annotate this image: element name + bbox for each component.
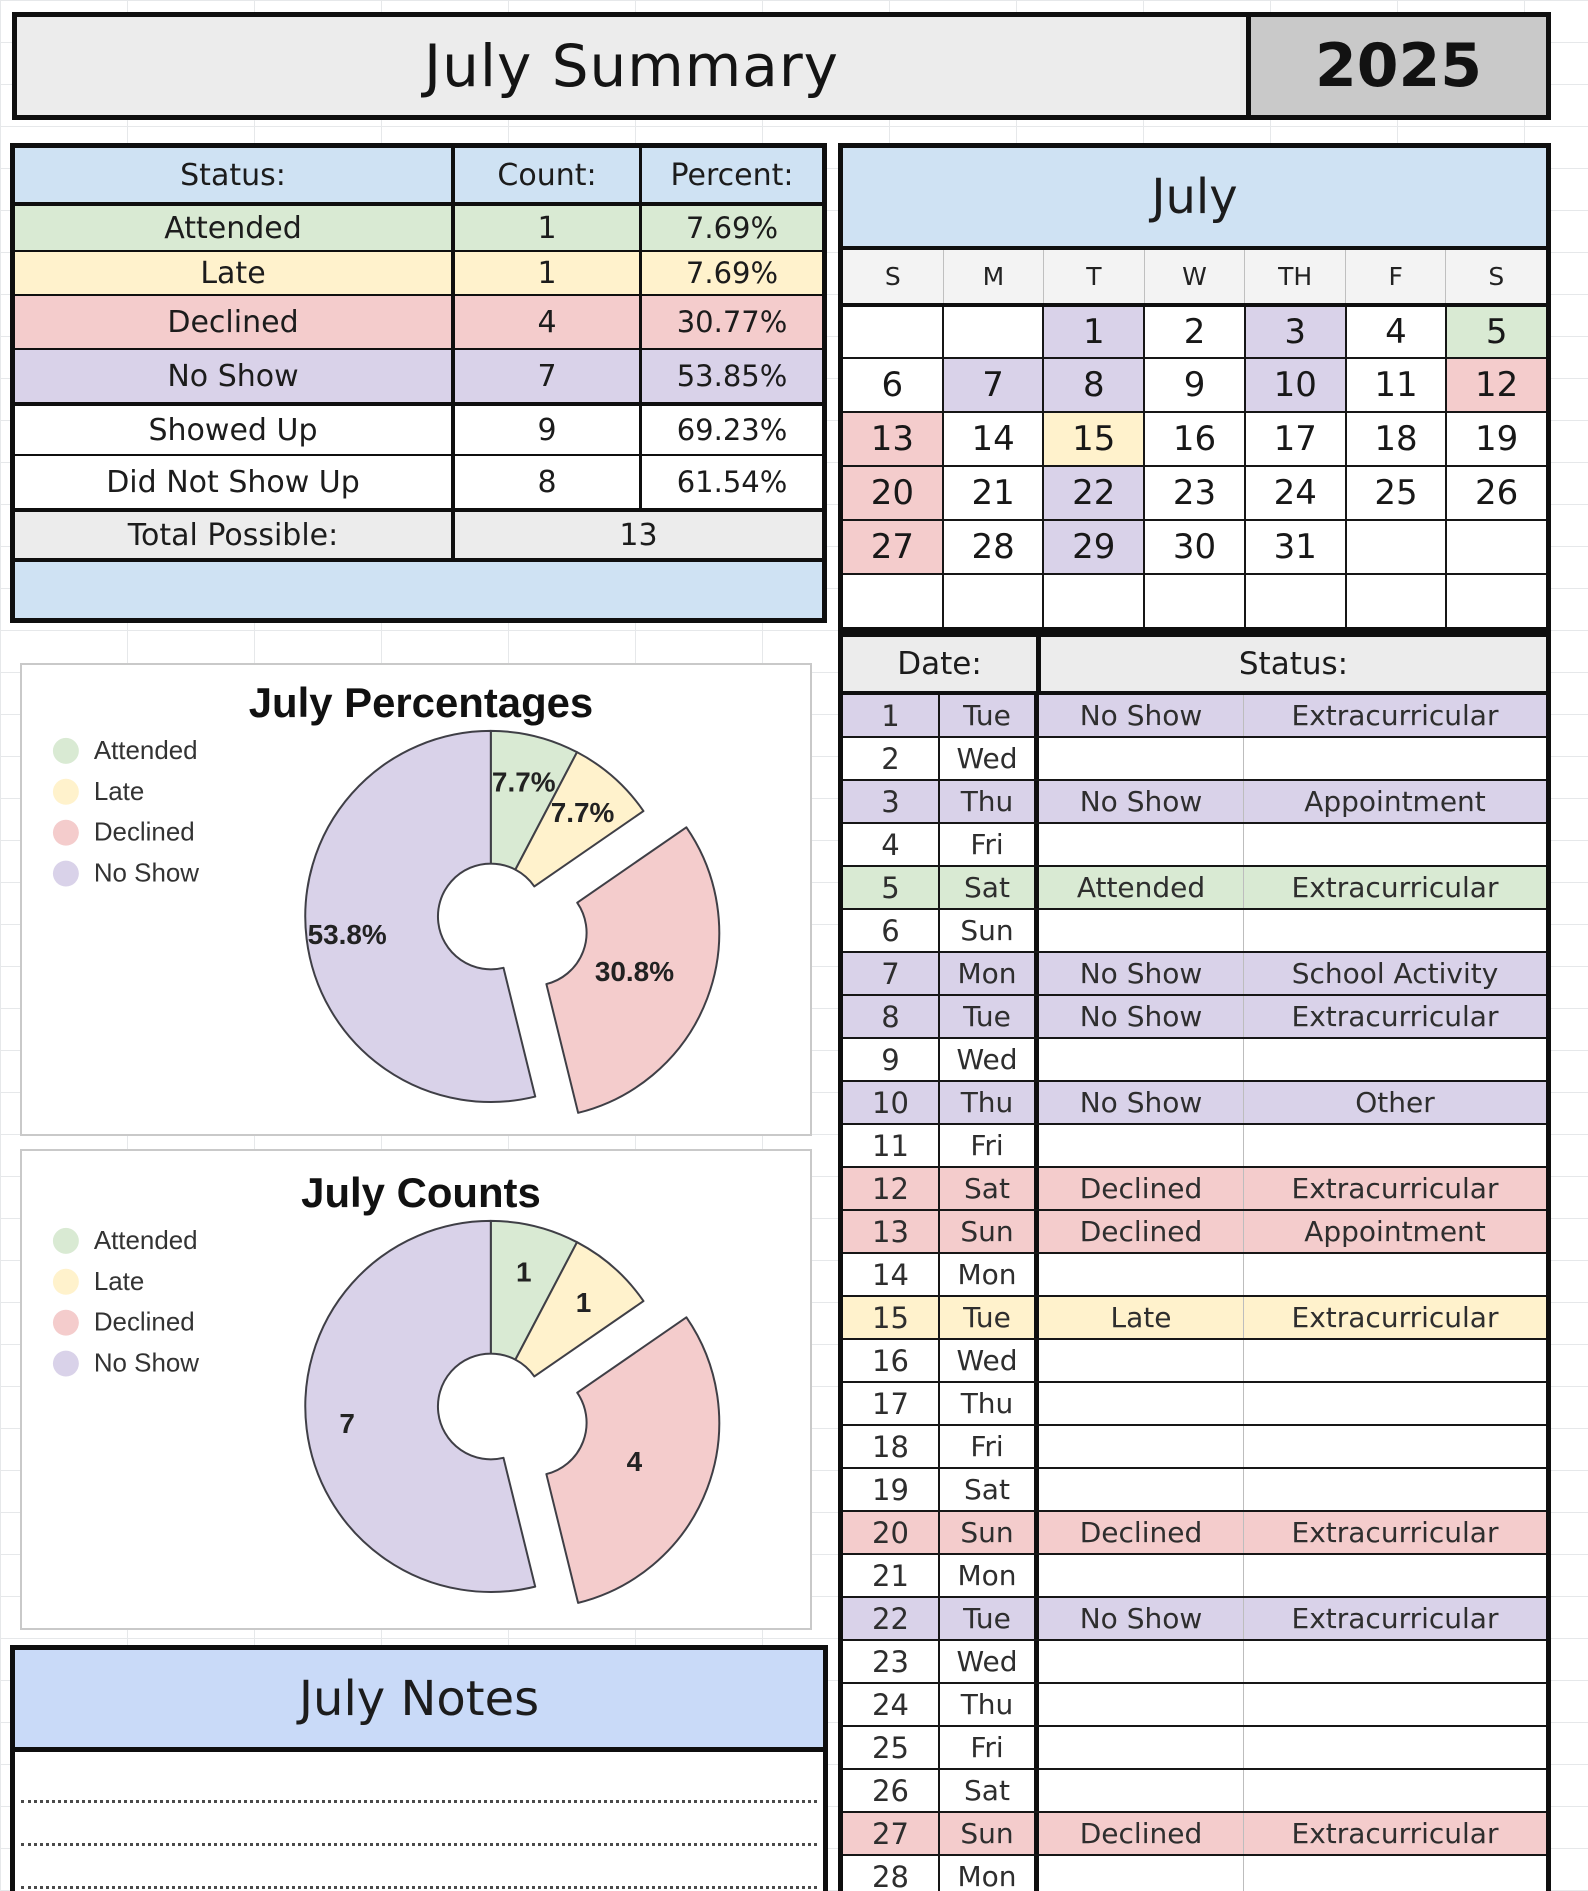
schedule-cell-status[interactable]: Attended: [1039, 867, 1244, 908]
calendar-day-header: S: [843, 250, 944, 303]
schedule-cell-reason[interactable]: [1244, 1383, 1546, 1424]
july-counts-chart[interactable]: [20, 1149, 812, 1630]
schedule-cell-reason[interactable]: [1244, 1555, 1546, 1596]
calendar-day-cell[interactable]: 25: [1347, 467, 1448, 519]
schedule-cell-reason[interactable]: [1244, 1125, 1546, 1166]
note-line[interactable]: [21, 1886, 817, 1889]
schedule-cell-day-number[interactable]: 19: [843, 1469, 940, 1510]
schedule-row: [843, 1596, 1546, 1639]
schedule-cell-status[interactable]: [1039, 738, 1244, 779]
july-percentages-chart[interactable]: [20, 663, 812, 1136]
legend-swatch-no-show: [53, 1351, 79, 1377]
schedule-cell-day-number[interactable]: 27: [843, 1813, 940, 1854]
schedule-cell-day-number[interactable]: 1: [843, 695, 940, 736]
status-row: [15, 402, 822, 454]
schedule-header-row: [843, 637, 1546, 695]
calendar-day-cell[interactable]: 11: [1347, 359, 1448, 411]
schedule-cell-reason[interactable]: Extracurricular: [1291, 1516, 1499, 1549]
calendar-day-cell[interactable]: 29: [1044, 521, 1145, 573]
calendar-day-cell[interactable]: 5: [1447, 307, 1546, 357]
calendar-day-cell[interactable]: [843, 575, 944, 627]
july-counts-pie: [22, 1151, 810, 1628]
schedule-row: [843, 1811, 1546, 1854]
schedule-cell-status[interactable]: [1039, 1340, 1244, 1381]
legend-swatch-declined: [53, 1310, 79, 1336]
schedule-cell-weekday[interactable]: Fri: [940, 1727, 1039, 1768]
status-cell-count[interactable]: 4: [455, 296, 642, 348]
note-line[interactable]: [21, 1843, 817, 1846]
schedule-cell-day-number[interactable]: 12: [843, 1168, 940, 1209]
schedule-row: [843, 951, 1546, 994]
calendar-day-cell[interactable]: 30: [1145, 521, 1246, 573]
calendar-day-cell[interactable]: 14: [944, 413, 1045, 465]
calendar-week-row: [843, 519, 1546, 573]
schedule-cell-day-number[interactable]: 6: [843, 910, 940, 951]
calendar-day-cell[interactable]: [1447, 575, 1546, 627]
schedule-cell-status[interactable]: No Show: [1039, 1598, 1244, 1639]
status-header-percent: Percent:: [670, 157, 794, 193]
schedule-row: [843, 1424, 1546, 1467]
schedule-cell-day-number[interactable]: 9: [843, 1039, 940, 1080]
schedule-cell-reason[interactable]: [1244, 1340, 1546, 1381]
pie-slice-label: 7: [339, 1407, 355, 1439]
calendar-day-header: F: [1346, 250, 1447, 303]
schedule-cell-weekday[interactable]: Sun: [940, 1512, 1039, 1553]
status-cell-percent[interactable]: 7.69%: [685, 211, 779, 245]
schedule-cell-day-number[interactable]: 21: [843, 1555, 940, 1596]
schedule-cell-reason[interactable]: Extracurricular: [1291, 1172, 1499, 1205]
total-possible-value[interactable]: 13: [619, 517, 658, 553]
calendar-day-cell[interactable]: 19: [1447, 413, 1546, 465]
notes-section: [10, 1645, 828, 1891]
schedule-cell-reason[interactable]: Appointment: [1304, 785, 1486, 818]
schedule-row: [843, 865, 1546, 908]
calendar-day-cell[interactable]: 21: [944, 467, 1045, 519]
status-cell-label[interactable]: No Show: [15, 350, 455, 402]
schedule-cell-day-number[interactable]: 25: [843, 1727, 940, 1768]
schedule-cell-reason[interactable]: [1244, 1856, 1546, 1891]
schedule-cell-reason[interactable]: [1244, 1684, 1546, 1725]
legend-label-no-show: No Show: [93, 1349, 200, 1378]
schedule-cell-weekday[interactable]: Mon: [940, 1555, 1039, 1596]
calendar-day-cell[interactable]: [1347, 521, 1448, 573]
schedule-cell-status[interactable]: Declined: [1039, 1168, 1244, 1209]
calendar-week-row: [843, 307, 1546, 357]
calendar-day-cell[interactable]: 20: [843, 467, 944, 519]
calendar-week-row: [843, 465, 1546, 519]
schedule-cell-reason[interactable]: Appointment: [1304, 1215, 1486, 1248]
schedule-cell-weekday[interactable]: Tue: [940, 996, 1039, 1037]
calendar-day-cell[interactable]: [1145, 575, 1246, 627]
schedule-cell-reason[interactable]: [1244, 1039, 1546, 1080]
schedule-row: [843, 695, 1546, 736]
schedule-row: [843, 1510, 1546, 1553]
legend-label-late: Late: [93, 777, 145, 806]
schedule-cell-status[interactable]: [1039, 910, 1244, 951]
schedule-cell-weekday[interactable]: Mon: [940, 953, 1039, 994]
schedule-cell-weekday[interactable]: Sat: [940, 1469, 1039, 1510]
schedule-cell-status[interactable]: Late: [1039, 1297, 1244, 1338]
schedule-cell-weekday[interactable]: Sat: [940, 867, 1039, 908]
schedule-cell-weekday[interactable]: Thu: [940, 781, 1039, 822]
note-line[interactable]: [21, 1800, 817, 1803]
pie-slice-label: 1: [515, 1256, 532, 1288]
schedule-cell-day-number[interactable]: 26: [843, 1770, 940, 1811]
legend-label-declined: Declined: [93, 818, 195, 847]
schedule-cell-day-number[interactable]: 2: [843, 738, 940, 779]
calendar-day-cell[interactable]: 17: [1246, 413, 1347, 465]
calendar-day-header: S: [1488, 262, 1505, 291]
schedule-cell-reason[interactable]: Other: [1355, 1086, 1435, 1119]
status-row: [15, 250, 822, 294]
schedule-cell-reason[interactable]: School Activity: [1291, 957, 1499, 990]
status-row: [15, 294, 822, 348]
schedule-cell-day-number[interactable]: 18: [843, 1426, 940, 1467]
notes-title: July Notes: [15, 1650, 823, 1752]
schedule-cell-day-number[interactable]: 14: [843, 1254, 940, 1295]
legend-swatch-declined: [53, 820, 79, 846]
status-cell-count[interactable]: 1: [455, 206, 642, 250]
page-header: [12, 12, 1551, 120]
calendar-week-row: [843, 411, 1546, 465]
pie-slice-label: 1: [575, 1287, 592, 1319]
schedule-cell-weekday[interactable]: Wed: [940, 1039, 1039, 1080]
status-cell-label[interactable]: Showed Up: [15, 406, 455, 454]
legend-swatch-no-show: [53, 861, 79, 887]
status-empty-row: [15, 558, 822, 618]
status-cell-percent[interactable]: 7.69%: [685, 256, 779, 290]
schedule-row: [843, 908, 1546, 951]
schedule-cell-weekday[interactable]: Sun: [940, 910, 1039, 951]
schedule-cell-weekday[interactable]: Tue: [940, 695, 1039, 736]
pie-slice-label: 7.7%: [491, 766, 556, 798]
schedule-cell-reason[interactable]: [1244, 824, 1546, 865]
calendar-day-cell[interactable]: [843, 307, 944, 357]
schedule-cell-day-number[interactable]: 28: [843, 1856, 940, 1891]
schedule-cell-status[interactable]: No Show: [1039, 953, 1244, 994]
legend-label-no-show: No Show: [93, 859, 200, 888]
schedule-cell-weekday[interactable]: Mon: [940, 1254, 1039, 1295]
schedule-row: [843, 736, 1546, 779]
schedule-cell-status[interactable]: [1039, 1125, 1244, 1166]
calendar-week-row: [843, 573, 1546, 627]
schedule-cell-weekday[interactable]: Thu: [940, 1082, 1039, 1123]
schedule-row: [843, 1338, 1546, 1381]
schedule-cell-weekday[interactable]: Wed: [940, 1641, 1039, 1682]
schedule-cell-reason[interactable]: [1244, 910, 1546, 951]
schedule-status-header: Status:: [1238, 646, 1349, 682]
calendar-day-cell[interactable]: [1246, 575, 1347, 627]
schedule-cell-weekday[interactable]: Fri: [940, 1426, 1039, 1467]
schedule-cell-weekday[interactable]: Fri: [940, 1125, 1039, 1166]
schedule-row: [843, 1467, 1546, 1510]
status-cell-count[interactable]: 1: [455, 252, 642, 294]
legend-swatch-attended: [53, 1228, 79, 1254]
notes-body[interactable]: [15, 1752, 823, 1891]
schedule-row: [843, 1854, 1546, 1891]
schedule-row: [843, 1166, 1546, 1209]
schedule-row: [843, 1037, 1546, 1080]
calendar-day-cell[interactable]: 16: [1145, 413, 1246, 465]
july-percentages-pie: [22, 665, 810, 1134]
pie-slice-label: 30.8%: [594, 955, 675, 987]
calendar-day-cell[interactable]: 13: [843, 413, 944, 465]
legend-label-attended: Attended: [93, 1226, 198, 1255]
schedule-cell-weekday[interactable]: Fri: [940, 824, 1039, 865]
schedule-cell-status[interactable]: [1039, 1039, 1244, 1080]
calendar-day-cell[interactable]: 15: [1044, 413, 1145, 465]
status-cell-percent[interactable]: 69.23%: [676, 413, 788, 447]
schedule-cell-reason[interactable]: Extracurricular: [1291, 699, 1499, 732]
page-title: July Summary: [423, 32, 840, 100]
chart-title: July Percentages: [248, 678, 594, 726]
schedule-cell-day-number[interactable]: 5: [843, 867, 940, 908]
schedule-cell-weekday[interactable]: Sat: [940, 1168, 1039, 1209]
schedule-cell-reason[interactable]: Extracurricular: [1291, 1817, 1499, 1850]
schedule-cell-status[interactable]: [1039, 1684, 1244, 1725]
schedule-cell-status[interactable]: No Show: [1039, 695, 1244, 736]
schedule-cell-day-number[interactable]: 24: [843, 1684, 940, 1725]
schedule-cell-status[interactable]: [1039, 824, 1244, 865]
pie-slice-label: 53.8%: [307, 918, 387, 950]
calendar-day-cell[interactable]: 12: [1447, 359, 1546, 411]
calendar-day-cell[interactable]: 4: [1347, 307, 1448, 357]
calendar-day-cell[interactable]: 28: [944, 521, 1045, 573]
schedule-cell-reason[interactable]: [1244, 1254, 1546, 1295]
schedule-row: [843, 994, 1546, 1037]
calendar-day-cell[interactable]: [944, 575, 1045, 627]
schedule-cell-weekday[interactable]: Sat: [940, 1770, 1039, 1811]
calendar: [838, 143, 1551, 632]
schedule-cell-status[interactable]: [1039, 1727, 1244, 1768]
schedule-cell-weekday[interactable]: Thu: [940, 1383, 1039, 1424]
calendar-day-header: T: [1044, 250, 1145, 303]
schedule-cell-status[interactable]: [1039, 1426, 1244, 1467]
schedule-cell-status[interactable]: [1039, 1856, 1244, 1891]
schedule-cell-reason[interactable]: [1244, 1727, 1546, 1768]
schedule-row: [843, 1295, 1546, 1338]
calendar-day-cell[interactable]: 26: [1447, 467, 1546, 519]
schedule-cell-weekday[interactable]: Tue: [940, 1297, 1039, 1338]
calendar-day-cell[interactable]: 3: [1246, 307, 1347, 357]
calendar-day-cell[interactable]: 24: [1246, 467, 1347, 519]
calendar-day-header-row: [843, 250, 1546, 307]
schedule-row: [843, 1682, 1546, 1725]
status-cell-percent[interactable]: 30.77%: [676, 305, 788, 339]
calendar-day-cell[interactable]: 23: [1145, 467, 1246, 519]
schedule-cell-reason[interactable]: [1244, 1469, 1546, 1510]
page-year: 2025: [1246, 17, 1546, 115]
schedule-cell-reason[interactable]: [1244, 1770, 1546, 1811]
calendar-day-cell[interactable]: 10: [1246, 359, 1347, 411]
status-cell-count[interactable]: 7: [455, 350, 642, 402]
schedule-cell-status[interactable]: [1039, 1254, 1244, 1295]
schedule-cell-weekday[interactable]: Thu: [940, 1684, 1039, 1725]
schedule-cell-status[interactable]: Declined: [1039, 1211, 1244, 1252]
schedule-cell-reason[interactable]: [1244, 1426, 1546, 1467]
schedule-cell-weekday[interactable]: Tue: [940, 1598, 1039, 1639]
calendar-day-cell[interactable]: 8: [1044, 359, 1145, 411]
schedule-cell-day-number[interactable]: 7: [843, 953, 940, 994]
schedule-cell-status[interactable]: [1039, 1555, 1244, 1596]
calendar-day-cell[interactable]: [1347, 575, 1448, 627]
status-cell-count[interactable]: 9: [455, 406, 642, 454]
schedule-cell-day-number[interactable]: 23: [843, 1641, 940, 1682]
calendar-day-cell[interactable]: 1: [1044, 307, 1145, 357]
schedule-cell-weekday[interactable]: Sun: [940, 1211, 1039, 1252]
calendar-day-cell[interactable]: [944, 307, 1045, 357]
legend-swatch-attended: [53, 738, 79, 764]
status-summary-table: [10, 143, 827, 623]
schedule-row: [843, 1553, 1546, 1596]
schedule-cell-reason[interactable]: Extracurricular: [1291, 1000, 1499, 1033]
schedule-cell-day-number[interactable]: 11: [843, 1125, 940, 1166]
status-row: [15, 206, 822, 250]
status-total-row: [15, 508, 822, 558]
calendar-day-cell[interactable]: 9: [1145, 359, 1246, 411]
legend-label-attended: Attended: [93, 736, 198, 765]
schedule-cell-status[interactable]: [1039, 1641, 1244, 1682]
schedule-cell-weekday[interactable]: Wed: [940, 738, 1039, 779]
schedule-row: [843, 1381, 1546, 1424]
calendar-day-cell[interactable]: 18: [1347, 413, 1448, 465]
calendar-week-row: [843, 357, 1546, 411]
status-header-status: Status:: [15, 148, 455, 202]
chart-title: July Counts: [301, 1168, 541, 1216]
schedule-cell-day-number[interactable]: 13: [843, 1211, 940, 1252]
schedule-row: [843, 1639, 1546, 1682]
calendar-day-header: W: [1145, 250, 1246, 303]
status-table-header-row: [15, 148, 822, 206]
calendar-day-cell[interactable]: 31: [1246, 521, 1347, 573]
schedule-cell-day-number[interactable]: 16: [843, 1340, 940, 1381]
status-row: [15, 454, 822, 508]
status-cell-label[interactable]: Declined: [15, 296, 455, 348]
schedule-cell-weekday[interactable]: Sun: [940, 1813, 1039, 1854]
schedule-cell-weekday[interactable]: Wed: [940, 1340, 1039, 1381]
schedule-cell-reason[interactable]: Extracurricular: [1291, 1602, 1499, 1635]
schedule-cell-day-number[interactable]: 3: [843, 781, 940, 822]
schedule-cell-status[interactable]: [1039, 1770, 1244, 1811]
schedule-cell-reason[interactable]: [1244, 738, 1546, 779]
calendar-day-header: TH: [1245, 250, 1346, 303]
pie-slice-label: 7.7%: [550, 797, 615, 829]
schedule-cell-status[interactable]: Declined: [1039, 1813, 1244, 1854]
schedule-cell-status[interactable]: No Show: [1039, 1082, 1244, 1123]
schedule-cell-reason[interactable]: Extracurricular: [1291, 1301, 1499, 1334]
schedule-row: [843, 1209, 1546, 1252]
schedule-cell-status[interactable]: [1039, 1383, 1244, 1424]
status-header-count: Count:: [455, 148, 642, 202]
legend-label-late: Late: [93, 1267, 145, 1296]
schedule-cell-day-number[interactable]: 20: [843, 1512, 940, 1553]
schedule-cell-day-number[interactable]: 8: [843, 996, 940, 1037]
status-cell-label[interactable]: Did Not Show Up: [15, 456, 455, 508]
status-cell-label[interactable]: Attended: [15, 206, 455, 250]
schedule-row: [843, 1080, 1546, 1123]
schedule-row: [843, 822, 1546, 865]
schedule-cell-day-number[interactable]: 4: [843, 824, 940, 865]
schedule-row: [843, 1123, 1546, 1166]
schedule-cell-weekday[interactable]: Mon: [940, 1856, 1039, 1891]
schedule-row: [843, 1252, 1546, 1295]
calendar-title: July: [843, 148, 1546, 250]
status-cell-percent[interactable]: 53.85%: [676, 359, 788, 393]
status-cell-label[interactable]: Late: [15, 252, 455, 294]
calendar-day-cell[interactable]: 27: [843, 521, 944, 573]
status-cell-percent[interactable]: 61.54%: [676, 465, 788, 499]
schedule-row: [843, 779, 1546, 822]
legend-label-declined: Declined: [93, 1308, 195, 1337]
schedule-cell-day-number[interactable]: 15: [843, 1297, 940, 1338]
schedule-cell-status[interactable]: No Show: [1039, 996, 1244, 1037]
schedule-date-header: Date:: [843, 637, 1041, 691]
calendar-day-cell[interactable]: 22: [1044, 467, 1145, 519]
schedule-cell-reason[interactable]: Extracurricular: [1291, 871, 1499, 904]
status-cell-count[interactable]: 8: [455, 456, 642, 508]
schedule-cell-status[interactable]: No Show: [1039, 781, 1244, 822]
legend-swatch-late: [53, 779, 79, 805]
schedule-row: [843, 1725, 1546, 1768]
calendar-day-cell[interactable]: [1447, 521, 1546, 573]
calendar-day-cell[interactable]: 7: [944, 359, 1045, 411]
calendar-day-cell[interactable]: [1044, 575, 1145, 627]
schedule-cell-day-number[interactable]: 17: [843, 1383, 940, 1424]
calendar-day-cell[interactable]: 6: [843, 359, 944, 411]
legend-swatch-late: [53, 1269, 79, 1295]
status-row: [15, 348, 822, 402]
schedule-cell-status[interactable]: [1039, 1469, 1244, 1510]
schedule-cell-status[interactable]: Declined: [1039, 1512, 1244, 1553]
calendar-day-cell[interactable]: 2: [1145, 307, 1246, 357]
pie-slice-label: 4: [626, 1445, 643, 1477]
total-possible-label: Total Possible:: [15, 512, 455, 558]
schedule-table: [838, 632, 1551, 1891]
schedule-cell-reason[interactable]: [1244, 1641, 1546, 1682]
schedule-cell-day-number[interactable]: 22: [843, 1598, 940, 1639]
schedule-row: [843, 1768, 1546, 1811]
schedule-cell-day-number[interactable]: 10: [843, 1082, 940, 1123]
calendar-day-header: M: [944, 250, 1045, 303]
